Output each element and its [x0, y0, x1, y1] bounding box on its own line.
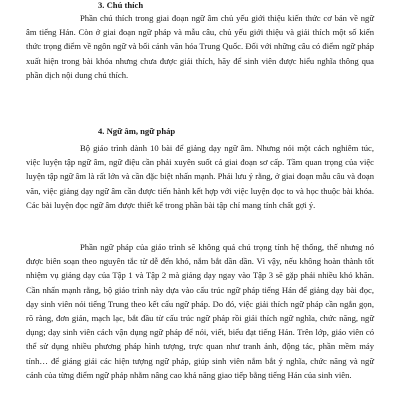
grammar-paragraph: Phần ngữ pháp của giáo trình sẽ không quá chú trọng tính hệ thống, thế nhưng nó được biên soạn theo nguyên tắc từ dễ đến khó, nắm bắt dần dần. Vì vậy, nếu không hoàn thành tốt nhiệm vụ giảng dạy của Tập 1 và Tập 2 mà giảng dạy ngay vào Tập 3 sẽ gặp phải nhiều khó khăn. Cần nhấn mạnh rằng, bộ giáo trình này dựa vào cấu trúc ngữ pháp tiếng Hán để giảng dạy bài đọc, dạy sinh viên nói tiếng Trung theo kết cấu ngữ pháp. Do đó, việc giải thích ngữ pháp cần ngắn gọn, rõ ràng, đơn giản, mạch lạc, bắt đầu từ cấu trúc ngữ pháp rồi giải thích ngữ nghĩa, chức năng, ngữ dụng; dạy sinh viên cách vận dụng ngữ pháp để nói, viết, biểu đạt tiếng Hán. Trên lớp, giáo viên có thể sử dụng nhiều phương pháp hình tượng, trực quan như tranh ảnh, động tác, phần mềm máy tính… để giảng giải các hiện tượng ngữ pháp, giúp sinh viên nắm bắt ý nghĩa, chức năng và ngữ cảnh của từng điểm ngữ pháp nhằm nâng cao khả năng giao tiếp bằng tiếng Hán của sinh viên.: [26, 242, 374, 380]
notes-paragraph: Phần chú thích trong giai đoạn ngữ âm chủ yếu giới thiệu kiến thức cơ bản về ngữ âm tiếng Hán. Còn ở giai đoạn ngữ pháp và mẫu câu, chủ yếu giới thiệu và giải thích một số kiến thức trọng điểm về ngôn ngữ và bối cảnh văn hóa Trung Quốc. Đối với những câu có điểm ngữ pháp xuất hiện trong bài khóa nhưng chưa được giải thích, hãy để sinh viên được hiểu nghĩa thông qua phần dịch nội dung chú thích.: [26, 13, 374, 80]
section-heading-phonetics-grammar: 4. Ngữ âm, ngữ pháp: [98, 126, 176, 136]
phonetics-paragraph: Bộ giáo trình dành 10 bài để giảng dạy ngữ âm. Nhưng nói một cách nghiêm túc, việc luyện tập ngữ âm, ngữ điệu cần phải xuyên suốt cả giai đoạn sơ cấp. Tầm quan trọng của việc luyện tập ngữ âm là rất lớn và cần đặc biệt nhấn mạnh. Phải lưu ý rằng, ở giai đoạn mẫu câu và đoạn văn, việc giảng dạy ngữ âm cần được tiến hành kết hợp với việc luyện đọc to và học thuộc bài khóa. Các bài luyện đọc ngữ âm được thiết kế trong phần bài tập chỉ mang tính chất gợi ý.: [26, 143, 374, 210]
section-heading-notes: 3. Chú thích: [98, 0, 144, 10]
